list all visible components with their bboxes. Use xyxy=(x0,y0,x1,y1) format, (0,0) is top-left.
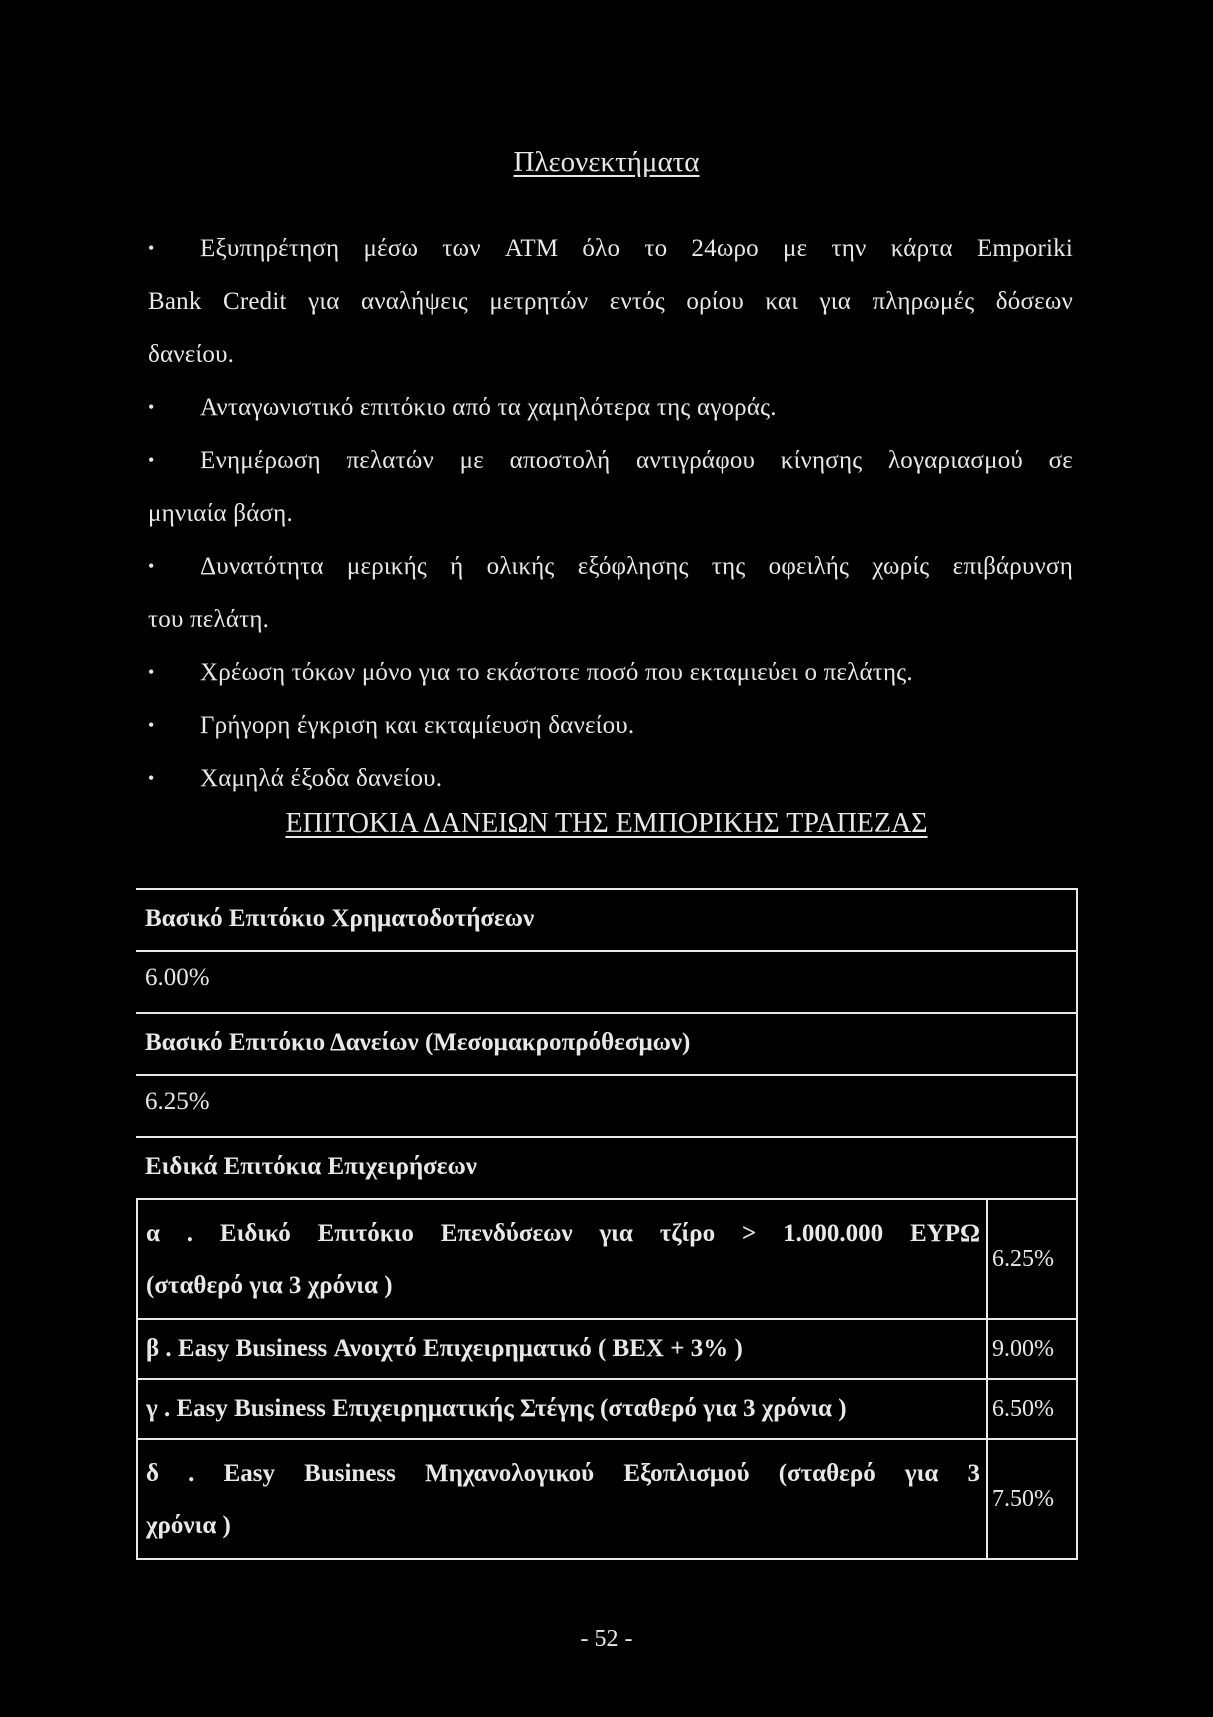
advantage-item-7 xyxy=(148,752,1073,805)
advantage-item-5-text: Χρέωση τόκων μόνο για το εκάστοτε ποσό που εκταμιεύει ο πελάτης. xyxy=(200,659,913,686)
advantage-item-3-line-1: Ενημέρωση πελατών με αποστολή αντιγράφου κίνησης λογαριασμού σε xyxy=(200,447,1073,474)
advantage-item-2-text: Ανταγωνιστικό επιτόκιο από τα χαμηλότερα της αγοράς. xyxy=(200,394,777,421)
advantage-item-4-line-1: Δυνατότητα μερικής ή ολικής εξόφλησης της οφειλής χωρίς επιβάρυνση xyxy=(200,553,1073,580)
table-row xyxy=(136,1378,1078,1438)
rate-description-line-2: (σταθερό για 3 χρόνια ) xyxy=(146,1272,393,1299)
advantage-item-3 xyxy=(148,434,1073,487)
rate-description-line-1: β . Easy Business Ανοιχτό Επιχειρηματικό ( ΒΕΧ + 3% ) xyxy=(146,1335,743,1362)
advantages-title: Πλεονεκτήματα xyxy=(513,146,700,178)
business-rates-header xyxy=(136,1136,1078,1198)
advantage-item-4 xyxy=(148,540,1073,593)
rate-description-line-2: χρόνια ) xyxy=(146,1512,231,1539)
rate-value: 7.50% xyxy=(992,1485,1054,1512)
advantage-item-2 xyxy=(148,381,1073,434)
page-number: - 52 - xyxy=(580,1626,633,1652)
base-loans-label: Βασικό Επιτόκιο Δανείων (Μεσομακροπρόθεσμων) xyxy=(145,1029,691,1056)
base-loans-value: 6.25% xyxy=(145,1088,210,1115)
bullet-icon: • xyxy=(148,238,155,258)
advantage-item-3-line-2: μηνιαία βάση. xyxy=(148,500,293,527)
bullet-icon: • xyxy=(148,715,155,735)
business-rates-label: Ειδικά Επιτόκια Επιχειρήσεων xyxy=(145,1153,477,1180)
advantage-item-1-line-2: Bank Credit για αναλήψεις μετρητών εντός ορίου και για πληρωμές δόσεων xyxy=(148,288,1073,315)
bullet-icon: • xyxy=(148,768,155,788)
advantage-item-1-line-3: δανείου. xyxy=(148,341,235,368)
base-financing-value-cell xyxy=(136,950,1078,1012)
rates-heading: ΕΠΙΤΟΚΙΑ ΔΑΝΕΙΩΝ ΤΗΣ ΕΜΠΟΡΙΚΗΣ ΤΡΑΠΕΖΑΣ xyxy=(285,808,928,839)
table-bottom-border xyxy=(136,1558,1078,1560)
rate-description xyxy=(136,1320,988,1378)
bullet-icon: • xyxy=(148,662,155,682)
rate-value: 6.50% xyxy=(992,1395,1054,1422)
advantage-item-1 xyxy=(148,222,1073,275)
advantage-item-1-line-1: Εξυπηρέτηση μέσω των ATM όλο το 24ωρο με την κάρτα Emporiki xyxy=(200,235,1073,262)
bullet-icon: • xyxy=(148,556,155,576)
advantage-item-5 xyxy=(148,646,1073,699)
advantages-list xyxy=(148,222,1073,805)
table-row xyxy=(136,1318,1078,1378)
bullet-icon: • xyxy=(148,397,155,417)
rate-description-line-1: γ . Easy Business Επιχειρηματικής Στέγης (σταθερό για 3 χρόνια ) xyxy=(146,1395,847,1422)
advantage-item-7-text: Χαμηλά έξοδα δανείου. xyxy=(200,765,443,792)
advantage-item-6 xyxy=(148,699,1073,752)
rate-description xyxy=(136,1440,988,1558)
table-row xyxy=(136,1438,1078,1558)
table-row xyxy=(136,1198,1078,1318)
rates-table xyxy=(136,888,1078,1560)
base-financing-value: 6.00% xyxy=(145,964,210,991)
base-loans-value-cell xyxy=(136,1074,1078,1136)
rate-description-line-1: α . Ειδικό Επιτόκιο Επενδύσεων για τζίρο > 1.000.000 ΕΥΡΩ xyxy=(146,1220,980,1247)
rate-value: 9.00% xyxy=(992,1335,1054,1362)
base-financing-header xyxy=(136,888,1078,950)
rate-value: 6.25% xyxy=(992,1245,1054,1272)
base-financing-label: Βασικό Επιτόκιο Χρηματοδοτήσεων xyxy=(145,905,535,932)
advantage-item-4-line-2: του πελάτη. xyxy=(148,606,270,633)
rate-description xyxy=(136,1380,988,1438)
bullet-icon: • xyxy=(148,450,155,470)
rate-description-line-1: δ . Easy Business Μηχανολογικού Εξοπλισμού (σταθερό για 3 xyxy=(146,1460,980,1487)
rate-description xyxy=(136,1200,988,1318)
base-loans-header xyxy=(136,1012,1078,1074)
advantage-item-6-text: Γρήγορη έγκριση και εκταμίευση δανείου. xyxy=(200,712,635,739)
